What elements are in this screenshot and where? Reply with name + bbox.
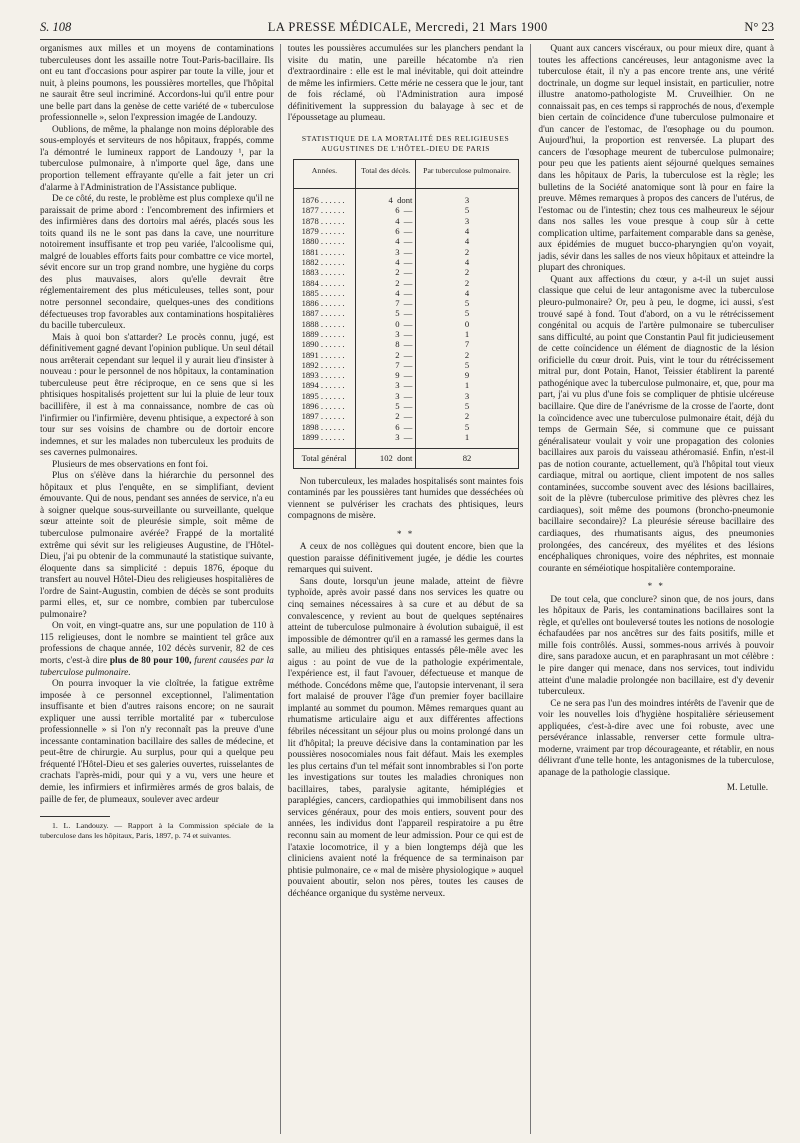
year: 1897 [301,411,319,422]
total-tuberculosis: 82 [416,449,518,468]
dont-mark: — [403,246,413,257]
dont-mark: — [403,308,413,319]
paragraph: Plus on s'élève dans la hiérarchie du personnel des hôpitaux et plus l'enquête, en se simplifiant, devient émouvante. Qui de nous, pendant ses années de service, n'a eu à soigner quelque sous-surveillante ou surveillante, quelque sœur atteinte soit de pleurésie simple, soit même de tuberculose pulmonaire avérée? Frappé de la mortalité extrême qui sévit sur les religieuses Augustine, de l'Hôtel-Dieu, j'ai pu obtenir de la communauté la statistique suivante, éloquente dans sa simplicité : depuis 1876, époque du transfert au nouvel Hôtel-Dieu des religieuses hospitalières de l'ordre de Saint-Augustin, combien de décès se sont produits parmi elles, et, sur ce nombre, combien par tuberculose pulmonaire? [40,471,274,620]
year-cell: 1890 . . . . . . [301,339,345,350]
year: 1886 [301,298,319,309]
year-cell: 1880 . . . . . . [301,236,345,247]
total-deaths: 8 [395,339,400,350]
total-cell [356,449,416,468]
table-row [293,411,518,421]
table-title [288,134,524,154]
total-deaths-cell [356,360,416,370]
tb-deaths: 5 [416,360,518,370]
tb-deaths: 0 [416,319,518,329]
year-cell: 1897 . . . . . . [301,411,345,422]
section-separator: * * [647,581,665,592]
total-deaths-cell [356,391,416,401]
total-deaths: 3 [395,380,400,391]
year: 1882 [301,256,319,267]
table-row [293,288,518,298]
year: 1881 [301,246,319,257]
table-row [293,267,518,277]
dont-mark: — [403,349,413,360]
year: 1887 [301,308,319,319]
tb-deaths: 3 [416,391,518,401]
paragraph: Mais à quoi bon s'attarder? Le procès connu, jugé, est définitivement gagné devant l'opinion publique. Un seul détail nous arrêterait cependant sur lequel il y aurait lieu d'insister à nouveau : pour le personnel de nos hôpitaux, la contamination tuberculeuse peut être réciproque, en ce sens que si les phtisiques hospitalisés projettent sur lui la pluie de leur toux bacillifère, il est à ma connaissance, nombre de cas où l'infirmier ou l'infirmière, devenu phtisique, a expectoré à son tour sur ses voisins de chambre ou de dortoir encore indemnes, et sur les malades non tuberculeux les produits de ses cavernes pulmonaires. [40,332,274,459]
tb-deaths: 4 [416,236,518,246]
publication-title: LA PRESSE MÉDICALE, Mercredi, 21 Mars 1900 [267,20,548,34]
tb-deaths: 4 [416,257,518,267]
total-deaths: 9 [395,370,400,381]
total-deaths-cell [356,411,416,421]
header-rule [40,39,774,40]
paragraph: De ce côté, du reste, le problème est plus complexe qu'il ne paraissait de prime abord : l'encombrement des infirmiers et des infirmières dans des dortoirs mal aérés, placés sous les toits quand ils ne le sont pas dans la cave, une nourriture notoirement insuffisante et trop peu variée, l'alcoolisme qui, malgré de louables efforts faits pour combattre ce vice mortel, sévit encore sur un trop grand nombre, une hygiène du corps des plus mauvaises, alors qu'elle devrait être réglementairement des plus méticuleuses, telles sont, pour notre personnel secondaire, quelques-unes des conditions défectueuses trop favorables aux contaminations hospitalières du bacille tuberculeux. [40,194,274,332]
total-deaths-cell [356,329,416,339]
total-value: 102 [379,453,393,464]
dont-mark: — [403,318,413,329]
dont-mark: — [403,328,413,339]
year-cell: 1884 . . . . . . [301,277,345,288]
year: 1889 [301,328,319,339]
table-row [293,298,518,308]
total-deaths: 5 [395,308,400,319]
paragraph-statistic [40,621,274,679]
total-deaths-cell [356,216,416,226]
total-deaths: 3 [395,328,400,339]
article-columns [40,44,774,1134]
column-header-years: Années. [293,159,356,188]
tb-deaths: 4 [416,226,518,236]
dont-mark: — [403,298,413,309]
year: 1896 [301,401,319,412]
year: 1884 [301,277,319,288]
paragraph: organismes aux milles et un moyens de contaminations tuberculeuses dont les assaille notre Tout-Paris-bacillaire. Ils ont eu tant d'occasions pour aspirer par toute la ville, jour et nuit, à pleins poumons, les poussières mortelles, que l'hôpital ne saurait être seul incriminé. Accordons-lui qu'il entre pour une belle part dans la genèse de cette variété de « tuberculose professionnelle », selon l'expression imagée de Landouzy. [40,44,274,124]
total-deaths: 7 [395,298,400,309]
year: 1892 [301,359,319,370]
year: 1893 [301,370,319,381]
year: 1895 [301,390,319,401]
year-cell: 1886 . . . . . . [301,298,345,309]
tb-deaths: 1 [416,432,518,449]
table-title-line: AUGUSTINES DE L'HÔTEL-DIEU DE PARIS [321,143,491,153]
year: 1891 [301,349,319,360]
table-row [293,278,518,288]
dont-mark: — [403,277,413,288]
total-deaths: 3 [395,431,400,442]
table-row [293,370,518,380]
dont-mark: — [403,226,413,237]
dont-mark: — [403,421,413,432]
total-deaths-cell [356,226,416,236]
tb-deaths: 5 [416,401,518,411]
table-row [293,329,518,339]
year: 1885 [301,287,319,298]
total-deaths-cell [356,189,416,206]
paragraph: De tout cela, que conclure? sinon que, de nos jours, dans les hôpitaux de Paris, les contaminations bacillaires sont la règle, et qu'elles ont bouleversé toutes les notions de nosologie échafaudées par nos ancêtres sur des faits positifs, mille et mille fois contrôlés. Aussi, sommes-nous arrivés à pouvoir dire, sans paradoxe aucun, et en paraphrasant un mot célèbre : le pire danger qui menace, dans nos services, tout individu atteint d'une maladie prolongée non bacillaire, est d'y devenir tuberculeux. [538,594,775,698]
total-deaths: 2 [395,349,400,360]
tb-deaths: 5 [416,298,518,308]
total-deaths-cell [356,298,416,308]
year-cell: 1898 . . . . . . [301,421,345,432]
footnote-rule [40,816,110,817]
year-cell: 1883 . . . . . . [301,267,345,278]
total-deaths: 4 [395,287,400,298]
dont-mark: — [403,390,413,401]
year: 1883 [301,267,319,278]
table-body [293,189,518,449]
total-deaths-cell [356,339,416,349]
tb-deaths: 2 [416,247,518,257]
dont-mark: — [403,370,413,381]
dont-mark: — [403,236,413,247]
total-deaths: 2 [395,277,400,288]
table-row [293,236,518,246]
total-deaths-cell [356,288,416,298]
total-row [293,449,518,468]
year: 1890 [301,339,319,350]
year: 1880 [301,236,319,247]
total-deaths-cell [356,401,416,411]
dont-mark: — [403,339,413,350]
table-row [293,189,518,206]
dont-mark: — [403,359,413,370]
year: 1888 [301,318,319,329]
total-deaths: 2 [395,411,400,422]
total-deaths-cell [356,380,416,390]
table-row [293,432,518,449]
dont-mark: dont [397,195,413,206]
table-row [293,247,518,257]
total-deaths-cell [356,308,416,318]
year: 1878 [301,215,319,226]
year-cell: 1888 . . . . . . [301,318,345,329]
emphasis-bold: plus de 80 pour 100, [109,655,192,666]
total-deaths: 0 [395,318,400,329]
year-cell: 1885 . . . . . . [301,287,345,298]
table-row [293,339,518,349]
mortality-table [293,159,519,469]
total-deaths: 4 [388,195,393,206]
table-row [293,422,518,432]
total-deaths: 4 [395,256,400,267]
dont-mark: — [403,380,413,391]
table-row [293,226,518,236]
column-2 [280,44,532,1134]
dont-mark: — [403,431,413,442]
year: 1877 [301,205,319,216]
year-cell: 1876 . . . . . . [301,195,345,206]
year-cell: 1877 . . . . . . [301,205,345,216]
tb-deaths: 1 [416,380,518,390]
dont-mark: — [403,256,413,267]
total-deaths: 4 [395,215,400,226]
table-row [293,391,518,401]
dont-mark: — [403,401,413,412]
issue-number: N° 23 [744,20,774,34]
total-deaths-cell [356,278,416,288]
total-deaths-cell [356,350,416,360]
total-deaths: 3 [395,246,400,257]
table-row [293,205,518,215]
paragraph: On pourra invoquer la vie cloîtrée, la fatigue extrême imposée à ce personnel exceptionnel, l'alimentation insuffisante et bien d'autres raisons encore; on ne saurait expliquer une aussi terrible mortalité par « tuberculose professionnelle » si l'on n'y reconnaît pas la preuve d'une incessante contamination bacillaire des salles de médecine, et peut-être de chirurgie. Au surplus, pour qui a quelque peu fréquenté l'Hôtel-Dieu et ses galeries ouvertes, ruisselantes de crachats l'après-midi, pour qui y a vu, vers une heure et demie, les infirmiers et infirmières armés de gros balais, de paille de fer, de plumeaux, soulever avec ardeur [40,679,274,805]
year: 1898 [301,421,319,432]
tb-deaths: 5 [416,422,518,432]
total-deaths: 4 [395,236,400,247]
paragraph: Plusieurs de mes observations en font foi. [52,459,208,470]
table-row [293,360,518,370]
year: 1894 [301,380,319,391]
total-dont: dont [397,453,413,464]
total-deaths: 2 [395,267,400,278]
table-title-line: STATISTIQUE DE LA MORTALITÉ DES RELIGIEUSES [301,133,510,143]
year-cell: 1895 . . . . . . [301,390,345,401]
table-row [293,308,518,318]
total-deaths-cell [356,319,416,329]
total-deaths-cell [356,205,416,215]
year-cell: 1882 . . . . . . [301,256,345,267]
table-row [293,380,518,390]
tb-deaths: 2 [416,267,518,277]
year-cell: 1899 . . . . . . [301,431,345,442]
table-row [293,216,518,226]
text-run: On voit, en vingt-quatre ans, sur une population de 110 à 115 religieuses, dont le nombre se maintient tel grâce aux professions de chaque année, 102 décès survenir, 82 de ces morts, c'est-à dire [40,621,274,666]
year-cell: 1893 . . . . . . [301,370,345,381]
page-header [40,20,774,38]
year-cell: 1878 . . . . . . [301,215,345,226]
tb-deaths: 4 [416,288,518,298]
dont-mark: — [403,215,413,226]
year-cell: 1894 . . . . . . [301,380,345,391]
tb-deaths: 2 [416,350,518,360]
total-deaths: 6 [395,205,400,216]
tb-deaths: 2 [416,411,518,421]
total-deaths: 6 [395,226,400,237]
dont-mark: — [403,205,413,216]
column-3 [531,44,774,1134]
total-deaths-cell [356,267,416,277]
tb-deaths: 5 [416,205,518,215]
dont-mark: — [403,287,413,298]
year-cell: 1892 . . . . . . [301,359,345,370]
year: 1899 [301,431,319,442]
paragraph: A ceux de nos collègues qui doutent encore, bien que la question paraisse définitivement jugée, je dédie les courtes remarques qui suivent. [287,542,524,576]
tb-deaths: 2 [416,278,518,288]
year-cell: 1891 . . . . . . [301,349,345,360]
tb-deaths: 9 [416,370,518,380]
table-row [293,257,518,267]
emphasis-italic: furent causées par la tuberculose pulmonaire. [40,655,274,678]
page-number: S. 108 [40,20,72,34]
total-label: Total général [293,449,356,468]
table-row [293,319,518,329]
tb-deaths: 7 [416,339,518,349]
paragraph: Non tuberculeux, les malades hospitalisés sont maintes fois contaminés par les poussières tant humides que desséchées où viennent se pulvériser les crachats des phtisiques, leurs compagnons de misère. [287,476,524,522]
total-deaths: 6 [395,421,400,432]
paragraph: toutes les poussières accumulées sur les planchers pendant la visite du matin, une pareille hécatombe n'a rien d'extraordinaire : elle est le mal inévitable, qui doit atteindre de même les infirmiers. Cette mérie ne cessera que le jour, tant de fois réclamé, où l'Administration aura imposé définitivement la suppression du balayage à sec et de l'époussetage au plumeau. [287,44,524,124]
total-deaths-cell [356,247,416,257]
column-1 [40,44,280,1134]
dont-mark: — [403,267,413,278]
dont-mark: — [403,411,413,422]
year: 1879 [301,226,319,237]
tb-deaths: 5 [416,308,518,318]
year-cell: 1887 . . . . . . [301,308,345,319]
total-deaths-cell [356,432,416,449]
total-deaths-cell [356,422,416,432]
year-cell: 1889 . . . . . . [301,328,345,339]
column-header-total: Total des décès. [356,159,416,188]
table-row [293,350,518,360]
total-deaths-cell [356,236,416,246]
paragraph: Ce ne sera pas l'un des moindres intérêts de l'avenir que de voir les nouvelles lois d'hygiène hospitalière sérieusement appliquées, c'est-à-dire avec une foi robuste, avec une persévérance inlassable, renverser cette formule ultra-moderne, vraiment par trop décourageante, et rétablir, en nous délivrant d'une telle honte, les antagonismes de la tuberculose, apanage de la pathologie classique. [538,698,775,778]
tb-deaths: 1 [416,329,518,339]
column-header-tuberculosis: Par tuberculose pulmonaire. [416,159,518,188]
tb-deaths: 3 [416,216,518,226]
tb-deaths: 3 [416,189,518,206]
total-deaths: 7 [395,359,400,370]
paragraph: Quant aux affections du cœur, y a-t-il un sujet aussi classique que celui de leur antagonisme avec la tuberculose pleuro-pulmonaire? Or, peu à peu, le dogme, ici aussi, s'est trouvé sapé à fond. Tout d'abord, on a vu le rétrécissement congénital ou acquis de l'artère pulmonaire se tuberculiser sans difficulté, au point que Constantin Paul fit judicieusement de cette coïncidence un élément de diagnostic de la lésion orificielle du cœur droit. Puis, vint le tour du rétrécissement mitral pur, dont Potain, Hanot, Teissier établirent la parenté pathogénique avec la tuberculose pulmonaire, et, que, pour ma part, j'ai vu plus d'une fois se compliquer de phtisie ulcéreuse bacillaire. Que dire de l'anévrisme de la crosse de l'aorte, dont la coïncidence avec une tuberculose pulmonaire était, déjà du temps de Germain Sée, si commune que ce puissant généralisateur voulait y voir une propagation des colonies bacillaires aux parois du vaisseau athéromasié. Enfin, n'est-il pas de notion courante, actuellement, qu'à l'hôpital tout vieux cardiaque, mitral ou aortique, client impotent de nos salles contaminées, succombe souvent avec des lésions bacillaires, soit de la plèvre (tuberculose primitive des plèvres chez les cardiaques), soit même des poumons (broncho-pneumonie bacillaire secondaire)? La pleurésie séreuse bacillaire des cardiaques, des rhumatisants aigus, des pneumonies prolongées, des cancéreux, des myélites et des lésions encéphaliques chroniques, voire des néphrites, est monnaie courante en séméiotique hospitalière contemporaine. [538,274,775,574]
year-cell: 1881 . . . . . . [301,246,345,257]
total-deaths: 5 [395,401,400,412]
table-row [293,401,518,411]
total-deaths-cell [356,370,416,380]
section-separator: * * [396,528,415,539]
paragraph: Oublions, de même, la phalange non moins déplorable des sous-employés et serviteurs de nos hôpitaux, frappés, comme l'a démontré le lumineux rapport de Landouzy ¹, par la tuberculose pulmonaire, à n'importe quel âge, dans une proportion tellement effrayante qu'elle a fait jeter un cri d'alarme à l'Administration de l'Assistance publique. [40,124,274,193]
year: 1876 [301,195,319,206]
paragraph: Sans doute, lorsqu'un jeune malade, atteint de fièvre typhoïde, après avoir passé dans nos services les quatre ou cinq semaines nécessaires à sa cure et au début de sa convalescence, y revient au bout de quelques septénaires atteint de tuberculose pulmonaire à évolution subaiguë, il est impossible de démontrer qu'il en a ramassé les germes dans la salle, au milieu des phtisiques entassés pêle-mêle avec les aigus : au point de vue de la pathologie expérimentale, l'expérience est, il faut l'avouer, défectueuse et manque de méthode. Concédons même que, l'autopsie intervenant, il sera fort malaisé de prouver l'âge d'un premier foyer bacillaire implanté au sommet du poumon. Mêmes remarques quant au rhumatisme articulaire aigu et aux différentes affections fébriles nécessitant un séjour plus ou moins prolongé dans un lit d'hôpital; la preuve décisive dans la contamination par les poussières nosocomiales nous fait défaut. Mais les exemples les plus certains d'un tel méfait sont innombrables si l'on porte les investigations sur toutes les maladies chroniques non bacillaires, tabes, paralysie agitante, hémiplégies et paraplégies, cancers, cardiopathies qui immobilisent dans nos services généraux, pour des mois entiers, souvent pour des années, les individus dont l'appareil respiratoire a pu être reconnu sain au moment de leur admission. Pour ce qui est de l'ataxie locomotrice, il y a bien longtemps déjà que les cliniciens avaient noté la fréquence de sa terminaison par phtisie pulmonaire, ce « mal de misère physiologique » auquel pouvaient aboutir, selon nos pères, toutes les causes de déchéance organique du système nerveux. [287,576,524,899]
footnote: 1. L. Landouzy. — Rapport à la Commission spéciale de la tuberculose dans les hôpitaux, Paris, 1897, p. 74 et suivantes. [40,821,274,840]
total-deaths-cell [356,257,416,267]
year-cell: 1879 . . . . . . [301,226,345,237]
author-signature: M. Letulle. [726,782,769,793]
year-cell: 1896 . . . . . . [301,401,345,412]
paragraph: Quant aux cancers viscéraux, ou pour mieux dire, quant à toutes les affections cancéreuses, leur antagonisme avec la tuberculose était, il n'y a pas encore trente ans, une vérité doctrinale, un dogme sur lequel insistait, en particulier, notre illustre anatomo-pathologiste M. Cruveilhier. On ne connaissait pas, en ces temps si rapprochés de nous, d'exemple bien certain de coïncidence d'une tuberculose pulmonaire et d'un cancer de l'estomac, de l'œsophage ou du poumon. Aujourd'hui, la proportion est renversée. La plupart des cancers de l'œsophage meurent de tuberculose pulmonaire; pour peu que les patients aient séjourné quelques semaines dans les hôpitaux de Paris, la tuberculose est la règle; les bulletins de la Société anatomique sont là pour en faire la preuve. Mêmes remarques à propos des cancers de l'utérus, de l'estomac ou de l'intestin; chez tous ces malheureux le séjour dans nos salles les voue presque à coup sûr à cette complication ultime, parfaitement comparable dans sa genèse, aux épidémies de muguet bucco-pharyngien qu'on voyait, jadis, sévir dans les salles de nos vieux hôpitaux et atteindre la plupart des chroniques. [538,44,775,274]
total-deaths: 3 [395,390,400,401]
